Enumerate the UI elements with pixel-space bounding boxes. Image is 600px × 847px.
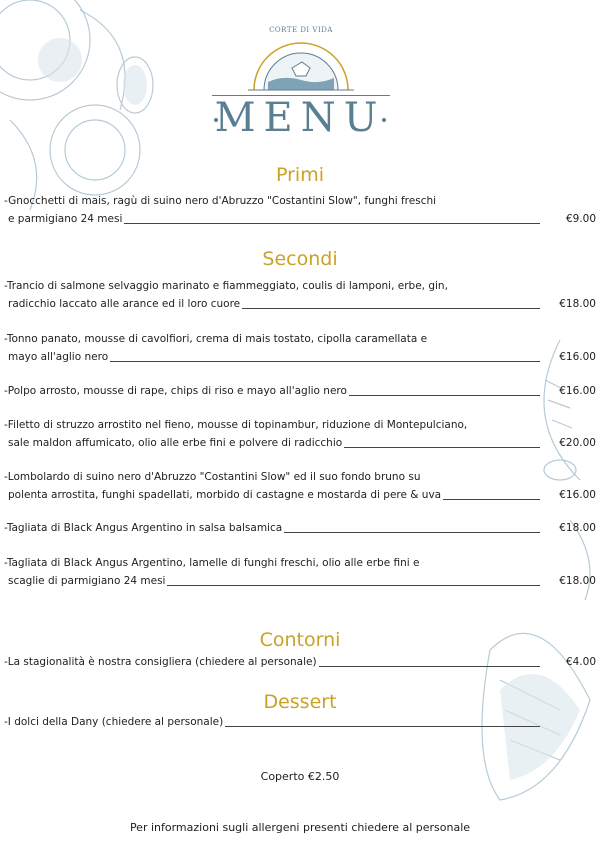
item-price: €18.00 [559,522,596,534]
item-description: -Lombolardo di suino nero d'Abruzzo "Costantini Slow" ed il suo fondo bruno su [4,471,421,483]
menu-item [4,330,596,366]
dot-leader [110,361,540,362]
menu-item [4,519,596,537]
section-title-secondi: Secondi [262,248,338,270]
menu-item [4,554,596,590]
item-description: -La stagionalità è nostra consigliera (chiedere al personale) [4,656,317,668]
logo-text: CORTE DI VIDA [269,26,333,34]
menu-item [4,416,596,452]
dot-leader [344,447,540,448]
menu-item [4,653,596,671]
item-description: -Trancio di salmone selvaggio marinato e fiammeggiato, coulis di lamponi, erbe, gin, [4,280,448,292]
item-price: €16.00 [559,489,596,501]
item-price: €16.00 [559,351,596,363]
item-description: -Tagliata di Black Angus Argentino in salsa balsamica [4,522,283,534]
menu-item [4,713,596,731]
item-description-cont: scaglie di parmigiano 24 mesi [8,575,166,587]
item-description-cont: radicchio laccato alle arance ed il loro cuore [8,298,241,310]
item-price: €18.00 [559,298,596,310]
item-description-cont: mayo all'aglio nero [8,351,109,363]
dot-leader [225,726,540,727]
item-description-cont: e parmigiano 24 mesi [8,213,123,225]
item-description: -Tonno panato, mousse di cavolfiori, crema di mais tostato, cipolla caramellata e [4,333,428,345]
section-title-contorni: Contorni [259,629,341,651]
dot-leader [284,532,540,533]
section-title-primi: Primi [275,164,324,186]
item-price: €20.00 [559,437,596,449]
menu-item [4,277,596,313]
restaurant-logo [248,20,354,94]
item-price: €16.00 [559,385,596,397]
item-description: -Filetto di struzzo arrostito nel fieno, mousse di topinambur, riduzione di Montepulciano, [4,419,468,431]
menu-item [4,468,596,504]
dot-leader [124,223,540,224]
item-description-cont: polenta arrostita, funghi spadellati, morbido di castagne e mostarda di pere & uva [8,489,442,501]
allergen-note: Per informazioni sugli allergeni presenti chiedere al personale [129,821,471,834]
dot-leader [443,499,540,500]
item-description: -Tagliata di Black Angus Argentino, lamelle di funghi freschi, olio alle erbe fini e [4,557,420,569]
menu-item [4,192,596,228]
item-price: €18.00 [559,575,596,587]
item-price: €4.00 [565,656,596,668]
item-price: €9.00 [565,213,596,225]
page-title: MENU [214,95,386,141]
item-description: -I dolci della Dany (chiedere al personale) [4,716,224,728]
coperto-note: Coperto €2.50 [260,770,340,783]
item-description-cont: sale maldon affumicato, olio alle erbe fini e polvere di radicchio [8,437,343,449]
dot-leader [242,308,540,309]
dot-leader [319,666,540,667]
dot-leader [349,395,540,396]
menu-header [0,0,600,150]
dot-leader [167,585,540,586]
section-title-dessert: Dessert [263,691,337,713]
item-description: -Gnocchetti di mais, ragù di suino nero d'Abruzzo "Costantini Slow", funghi freschi [4,195,437,207]
menu-item [4,382,596,400]
item-description: -Polpo arrosto, mousse di rape, chips di riso e mayo all'aglio nero [4,385,347,397]
